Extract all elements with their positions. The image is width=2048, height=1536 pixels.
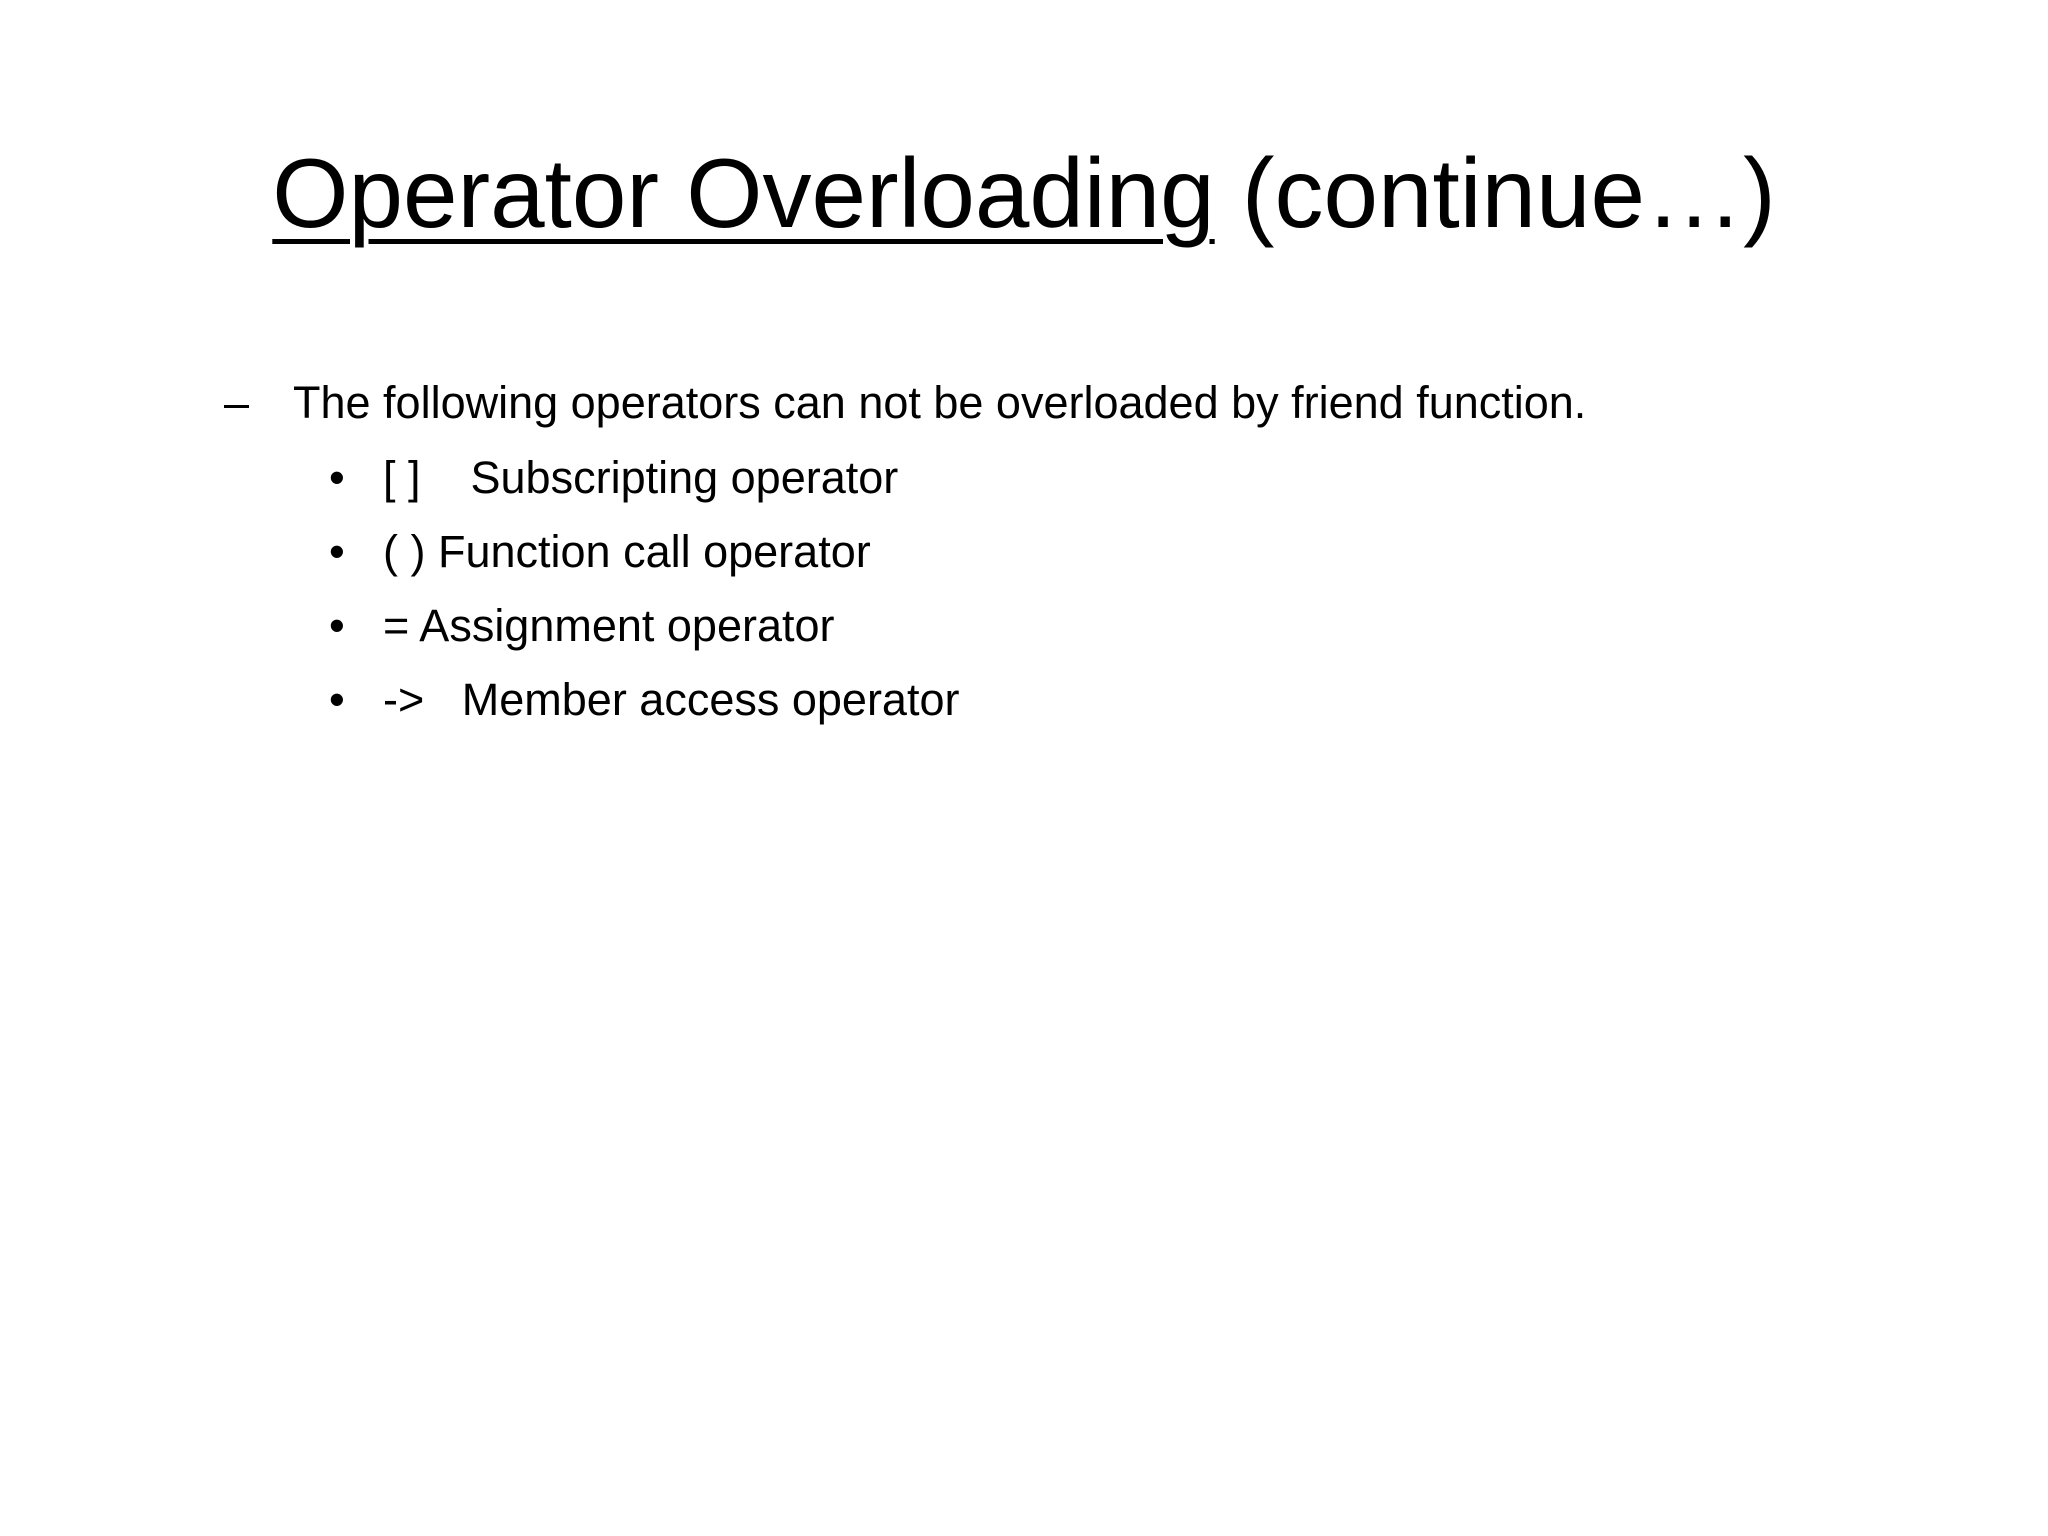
slide-title-main: Operator Overloading: [272, 138, 1215, 248]
list-item-subscripting: [ ] Subscripting operator: [383, 452, 899, 503]
bullet-marker: •: [329, 600, 345, 651]
bullet-marker: •: [329, 452, 345, 503]
dash-marker: –: [224, 377, 250, 428]
list-item-function-call: ( ) Function call operator: [383, 526, 871, 577]
bullet-marker: •: [329, 674, 345, 725]
list-item-member-access: -> Member access operator: [383, 674, 960, 725]
bullet-marker: •: [329, 526, 345, 577]
slide-title-suffix: (continue…): [1214, 138, 1776, 248]
intro-text: The following operators can not be overloaded by friend function.: [293, 377, 1587, 428]
list-item-assignment: = Assignment operator: [383, 600, 835, 651]
